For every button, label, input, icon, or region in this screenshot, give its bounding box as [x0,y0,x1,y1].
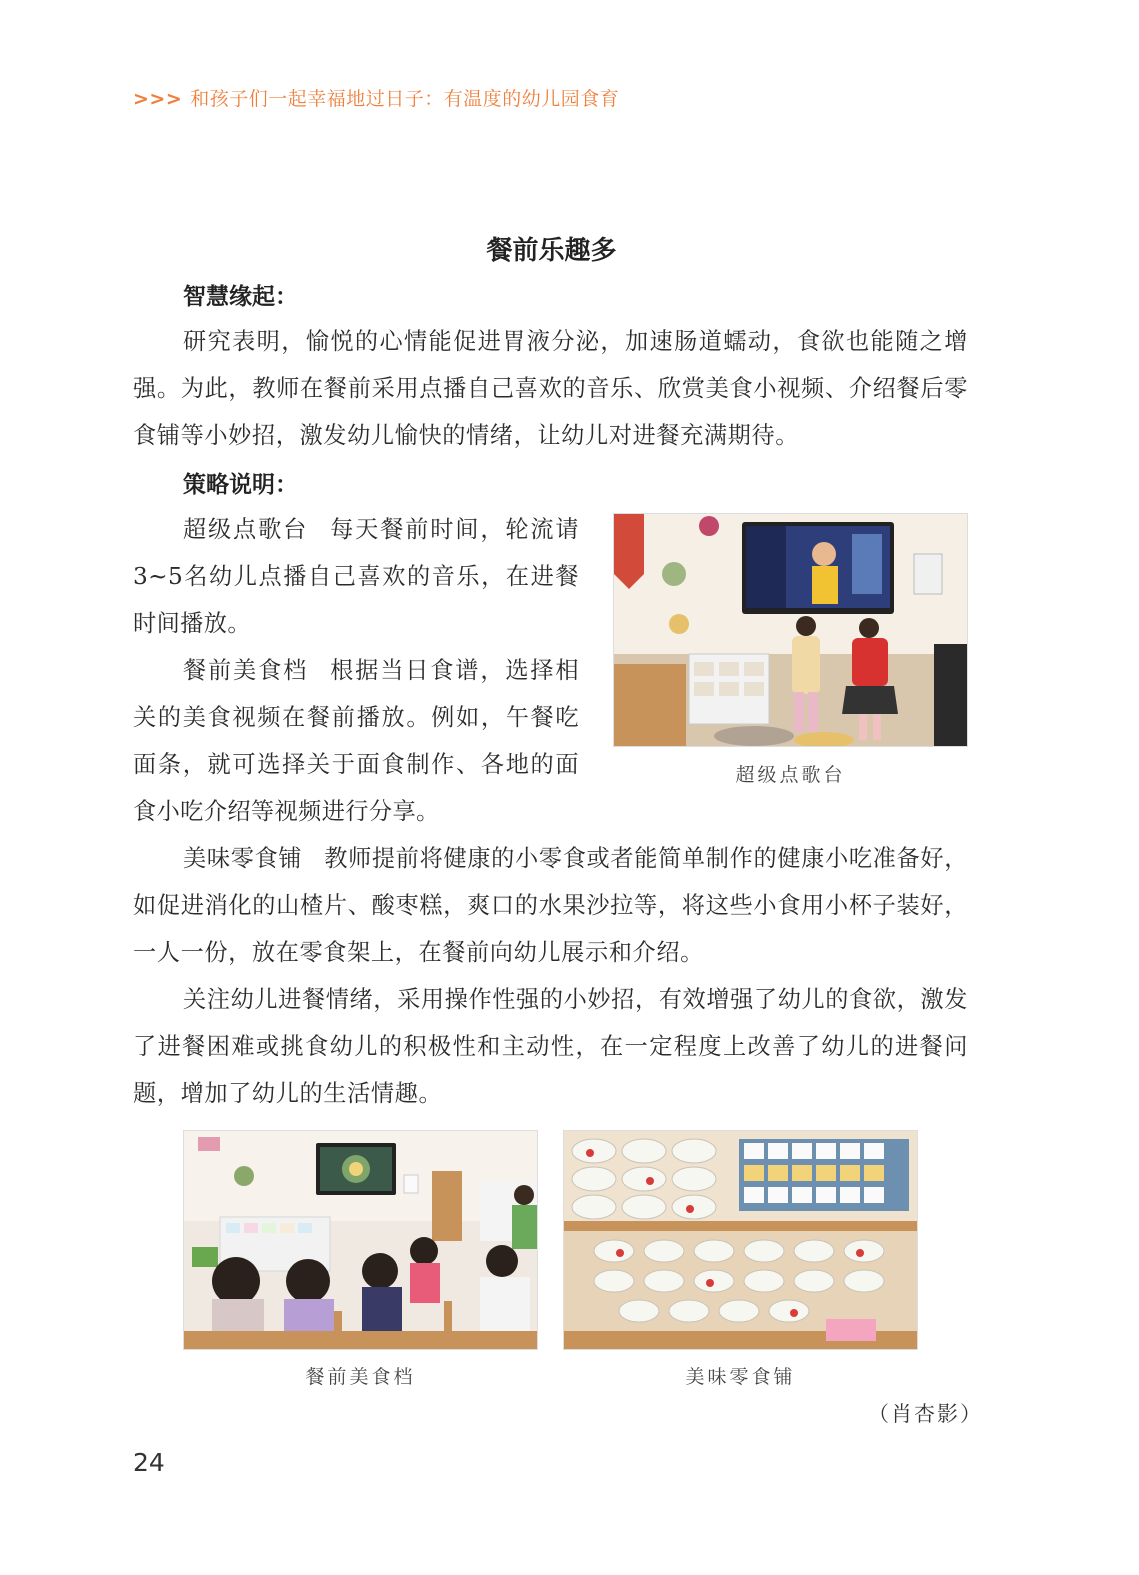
strategy-text: 教师提前将健康的小零食或者能简单制作的健康小吃准备好，如促进消化的山楂片、酸枣糕，爽口的水果沙拉等，将这些小食用小杯子装好，一人一份，放在零食架上，在餐前向幼儿展示和介绍。 [133,845,969,966]
strategy-keyword: 餐前美食档 [183,657,309,684]
strategy-keyword: 美味零食铺 [183,845,303,872]
running-header [133,84,619,111]
page-number: 24 [133,1448,165,1477]
strategy-keyword: 超级点歌台 [183,516,309,543]
origin-paragraph: 研究表明，愉悦的心情能促进胃液分泌，加速肠道蠕动，食欲也能随之增强。为此，教师在餐前采用点播自己喜欢的音乐、欣赏美食小视频、介绍餐后零食铺等小妙招，激发幼儿愉快的情绪，让幼儿对进餐充满期待。 [133,328,968,449]
photo-food-video [183,1130,538,1350]
section-heading-origin: 智慧缘起： [183,284,298,310]
caption-song-station: 超级点歌台 [735,764,846,786]
article-title: 餐前乐趣多 [486,236,617,266]
summary-paragraph: 关注幼儿进餐情绪，采用操作性强的小妙招，有效增强了幼儿的食欲，激发了进餐困难或挑食幼儿的积极性和主动性，在一定程度上改善了幼儿的进餐问题，增加了幼儿的生活情趣。 [133,986,968,1107]
header-title: 和孩子们一起幸福地过日子：有温度的幼儿园食育 [190,88,620,110]
song-station-illustration [614,514,968,747]
section-heading-strategy: 策略说明： [183,472,298,498]
photo-song-station [613,513,968,747]
strategy-item-snack [133,835,968,976]
food-video-illustration [184,1131,538,1350]
strategy-text: 根据当日食谱，选择相关的美食视频在餐前播放。例如，午餐吃面条，就可选择关于面食制作、各地的面食小吃介绍等视频进行分享。 [133,657,580,825]
photo-snack-shop [563,1130,918,1350]
author-credit: （肖杏影） [868,1402,983,1426]
caption-food-video: 餐前美食档 [305,1366,416,1388]
strategy-item-food-video [133,647,579,835]
strategy-item-song [133,506,579,647]
caption-snack-shop: 美味零食铺 [685,1366,796,1388]
snack-shop-illustration [564,1131,918,1350]
header-arrows: >>> [133,88,183,110]
strategy-text: 每天餐前时间，轮流请3~5名幼儿点播自己喜欢的音乐，在进餐时间播放。 [133,516,580,637]
